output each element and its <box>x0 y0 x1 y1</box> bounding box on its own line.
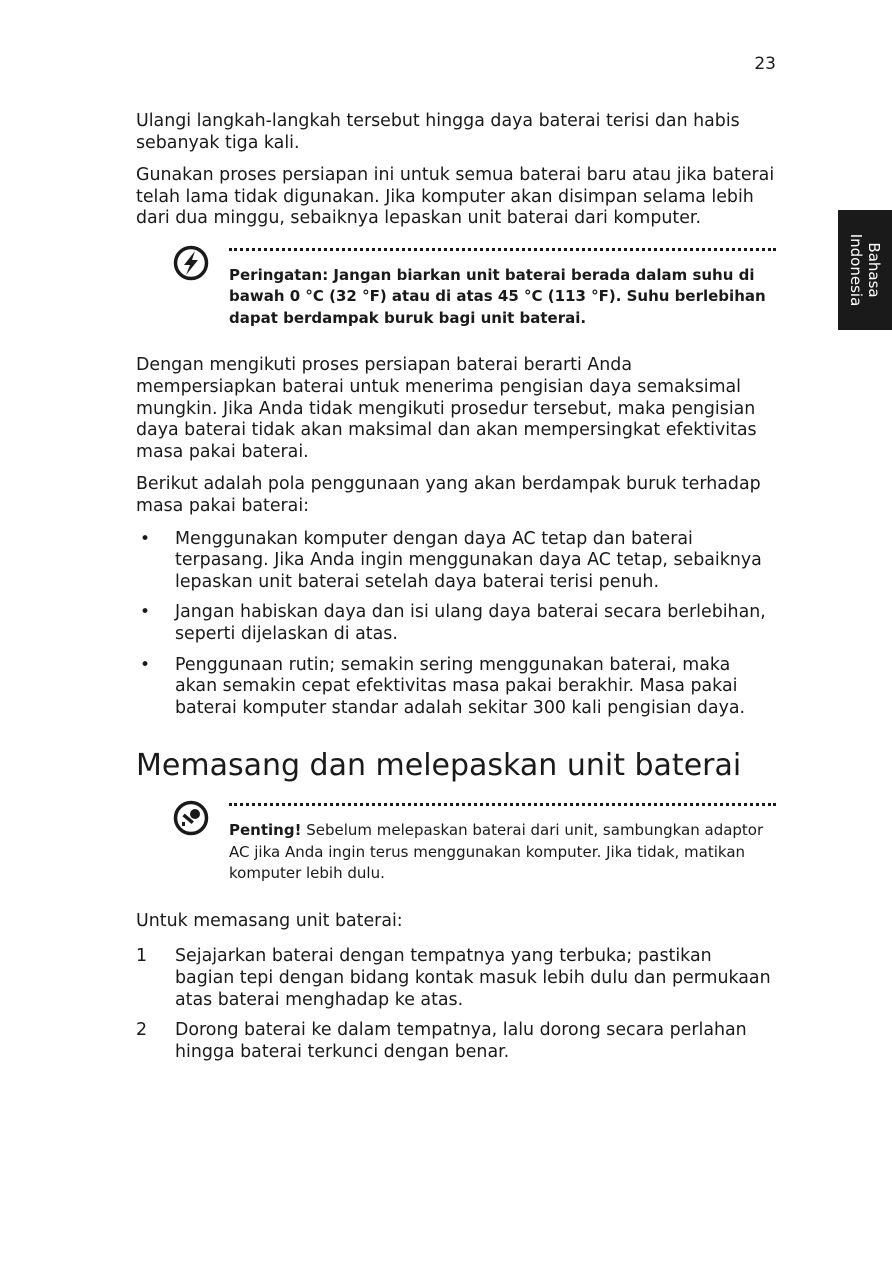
list-item-text: Menggunakan komputer dengan daya AC tetap dan baterai terpasang. Jika Anda ingin menggunakan daya AC tetap, sebaiknya lepaskan unit baterai setelah daya baterai terisi penuh. <box>175 528 762 592</box>
list-item <box>136 602 776 645</box>
important-callout <box>136 803 776 885</box>
paragraph-preparation-benefit: Dengan mengikuti proses persiapan baterai berarti Anda mempersiapkan baterai untuk menerima pengisian daya semaksimal mungkin. Jika Anda tidak mengikuti prosedur tersebut, maka pengisian daya baterai tidak akan maksimal dan akan mempersingkat efektivitas masa pakai baterai. <box>136 355 757 462</box>
list-item-text: Jangan habiskan daya dan isi ulang daya baterai secara berlebihan, seperti dijelaskan di atas. <box>175 602 766 644</box>
warning-bolt-icon <box>173 245 209 281</box>
paragraph-install-intro: Untuk memasang unit baterai: <box>136 910 403 931</box>
step-number: 1 <box>136 946 148 967</box>
language-tab-text <box>847 234 883 307</box>
important-body: Sebelum melepaskan baterai dari unit, sambungkan adaptor AC jika Anda ingin terus menggunakan komputer. Jika tidak, matikan komputer lebih dulu. <box>229 821 764 883</box>
bad-patterns-list <box>136 529 776 720</box>
paragraph-preparation-usage: Gunakan proses persiapan ini untuk semua baterai baru atau jika baterai telah lama tidak digunakan. Jika komputer akan disimpan selama lebih dari dua minggu, sebaiknya lepaskan unit baterai dari komputer. <box>136 165 775 229</box>
page-number: 23 <box>754 54 776 74</box>
important-divider <box>229 803 776 806</box>
important-text <box>229 820 776 885</box>
section-heading: Memasang dan melepaskan unit baterai <box>136 748 742 784</box>
warning-divider <box>229 248 776 251</box>
warning-callout <box>136 248 776 330</box>
list-item-text: Penggunaan rutin; semakin sering menggunakan baterai, maka akan semakin cepat efektivitas masa pakai berakhir. Masa pakai baterai komputer standar adalah sekitar 300 kali pengisian daya. <box>175 654 746 718</box>
language-tab-line1: Bahasa <box>865 242 883 298</box>
language-tab-line2: Indonesia <box>847 233 865 307</box>
warning-text: Peringatan: Jangan biarkan unit baterai berada dalam suhu di bawah 0 °C (32 °F) atau di atas 45 °C (113 °F). Suhu berlebihan dapat berdampak buruk bagi unit baterai. <box>229 265 766 327</box>
list-item <box>136 655 776 720</box>
list-item <box>136 529 776 594</box>
list-item <box>136 946 776 1011</box>
step-number: 2 <box>136 1020 148 1041</box>
page-content <box>136 111 776 1074</box>
paragraph-repeat-steps: Ulangi langkah-langkah tersebut hingga daya baterai terisi dan habis sebanyak tiga kali. <box>136 111 740 153</box>
step-text: Sejajarkan baterai dengan tempatnya yang terbuka; pastikan bagian tepi dengan bidang kontak masuk lebih dulu dan permukaan atas baterai menghadap ke atas. <box>175 946 771 1010</box>
bullet-mark: • <box>140 602 151 623</box>
key-icon <box>173 800 209 836</box>
bullet-mark: • <box>140 528 151 549</box>
important-label: Penting! <box>229 821 302 840</box>
install-steps-list <box>136 946 776 1063</box>
paragraph-bad-patterns-intro: Berikut adalah pola penggunaan yang akan berdampak buruk terhadap masa pakai baterai: <box>136 474 761 517</box>
language-tab <box>838 210 892 330</box>
list-item <box>136 1020 776 1063</box>
step-text: Dorong baterai ke dalam tempatnya, lalu dorong secara perlahan hingga baterai terkunci dengan benar. <box>175 1020 747 1062</box>
bullet-mark: • <box>140 654 151 675</box>
